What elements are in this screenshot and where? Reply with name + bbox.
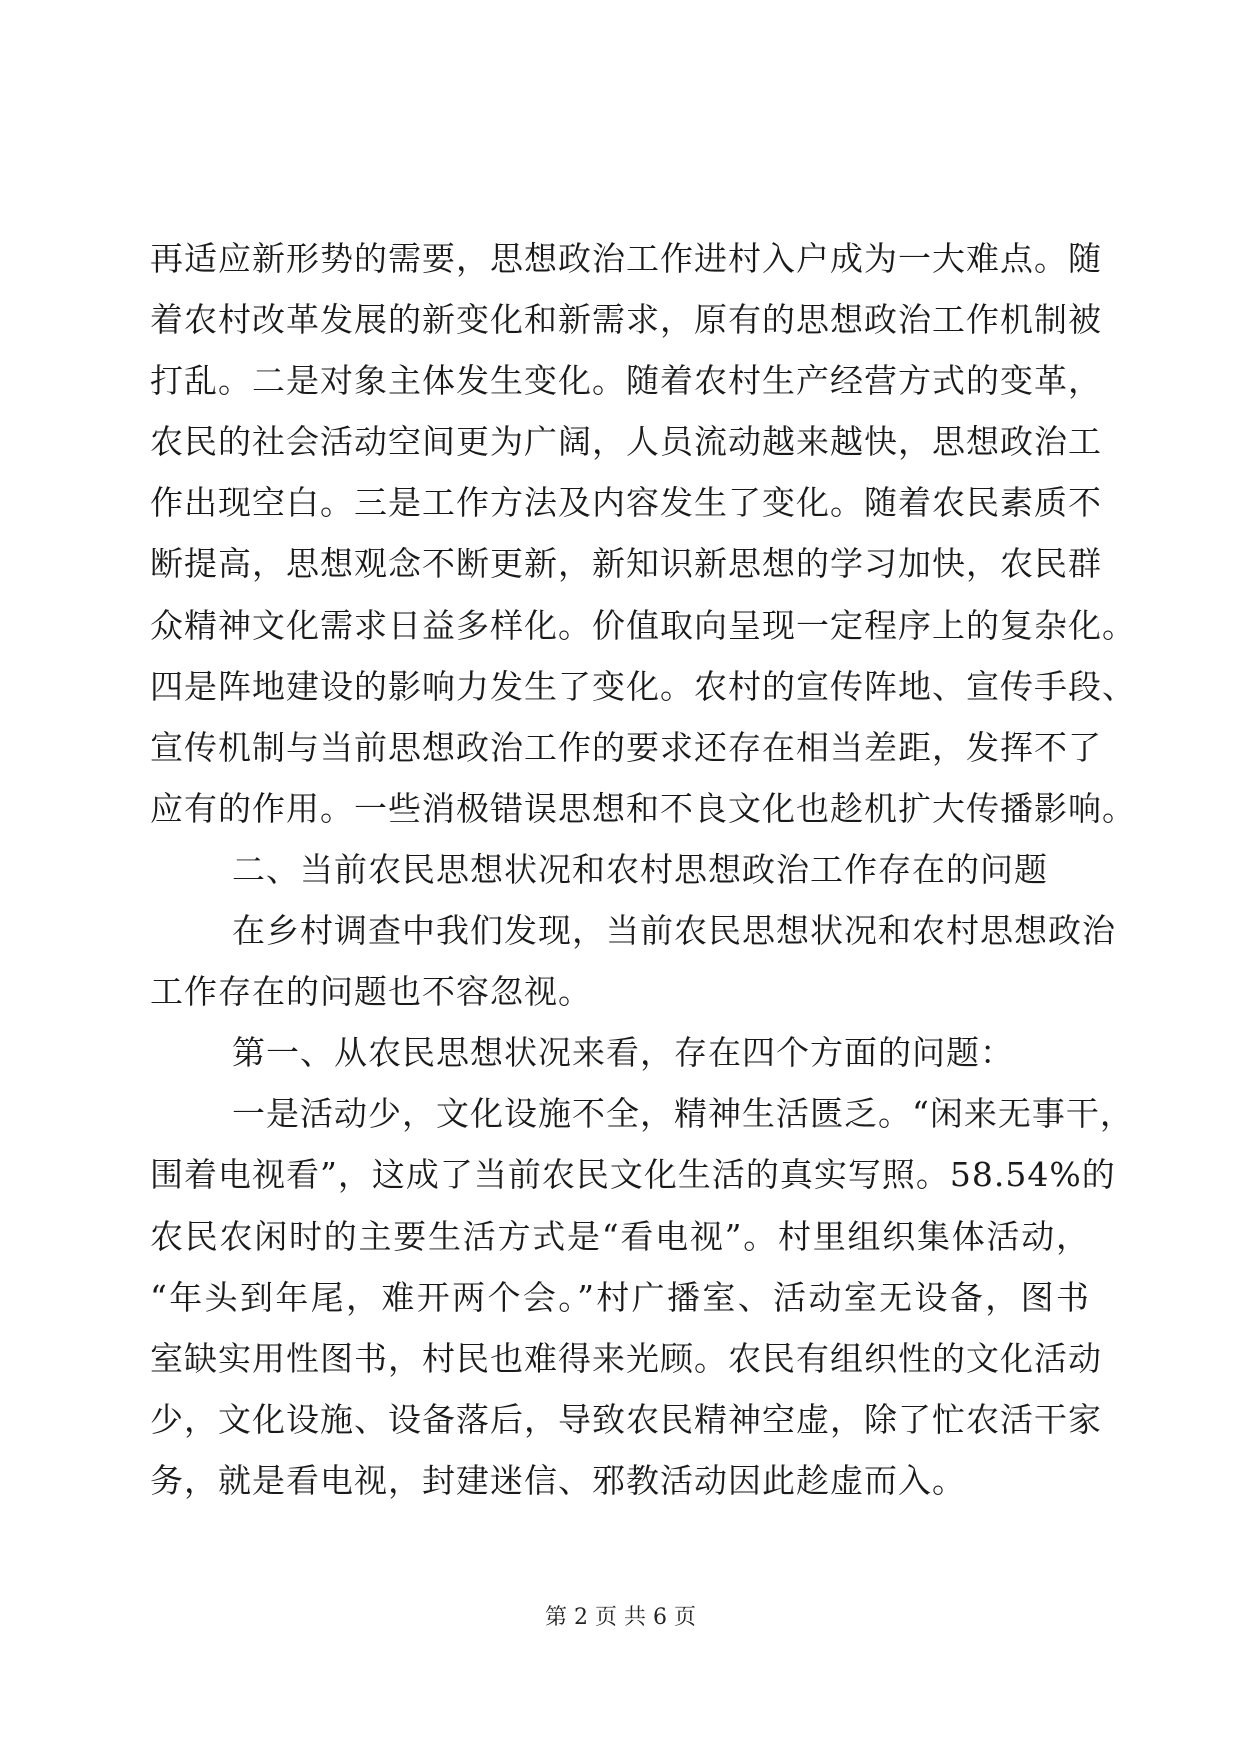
body-line: 打乱。二是对象主体发生变化。随着农村生产经营方式的变革，: [150, 361, 1102, 400]
body-line: 作出现空白。三是工作方法及内容发生了变化。随着农民素质不: [150, 483, 1102, 522]
body-line: 断提高，思想观念不断更新，新知识新思想的学习加快，农民群: [150, 544, 1102, 583]
page-number-footer: 第 2 页 共 6 页: [545, 1605, 696, 1630]
body-line: 围着电视看”，这成了当前农民文化生活的真实写照。58.54%的: [150, 1155, 1116, 1194]
subsection-heading: 第一、从农民思想状况来看，存在四个方面的问题：: [232, 1033, 1014, 1072]
body-line: 众精神文化需求日益多样化。价值取向呈现一定程序上的复杂化。: [150, 606, 1136, 645]
body-line: 宣传机制与当前思想政治工作的要求还存在相当差距，发挥不了: [150, 728, 1102, 767]
body-line: 再适应新形势的需要，思想政治工作进村入户成为一大难点。随: [150, 239, 1102, 278]
body-line: 务，就是看电视，封建迷信、邪教活动因此趁虚而入。: [150, 1461, 966, 1500]
body-line: 少，文化设施、设备落后，导致农民精神空虚，除了忙农活干家: [150, 1400, 1102, 1439]
body-line: 四是阵地建设的影响力发生了变化。农村的宣传阵地、宣传手段、: [150, 667, 1136, 706]
body-line: 一是活动少，文化设施不全，精神生活匮乏。“闲来无事干，: [232, 1094, 1134, 1133]
body-line: 工作存在的问题也不容忽视。: [150, 972, 592, 1011]
body-line: 农民农闲时的主要生活方式是“看电视”。村里组织集体活动，: [150, 1217, 1090, 1256]
body-line: 在乡村调查中我们发现，当前农民思想状况和农村思想政治: [232, 911, 1116, 950]
body-line: 应有的作用。一些消极错误思想和不良文化也趁机扩大传播影响。: [150, 789, 1136, 828]
section-heading: 二、当前农民思想状况和农村思想政治工作存在的问题: [232, 850, 1048, 889]
body-line: “年头到年尾，难开两个会。”村广播室、活动室无设备，图书: [150, 1278, 1090, 1317]
body-line: 农民的社会活动空间更为广阔，人员流动越来越快，思想政治工: [150, 422, 1102, 461]
body-line: 着农村改革发展的新变化和新需求，原有的思想政治工作机制被: [150, 300, 1102, 339]
body-line: 室缺实用性图书，村民也难得来光顾。农民有组织性的文化活动: [150, 1339, 1102, 1378]
